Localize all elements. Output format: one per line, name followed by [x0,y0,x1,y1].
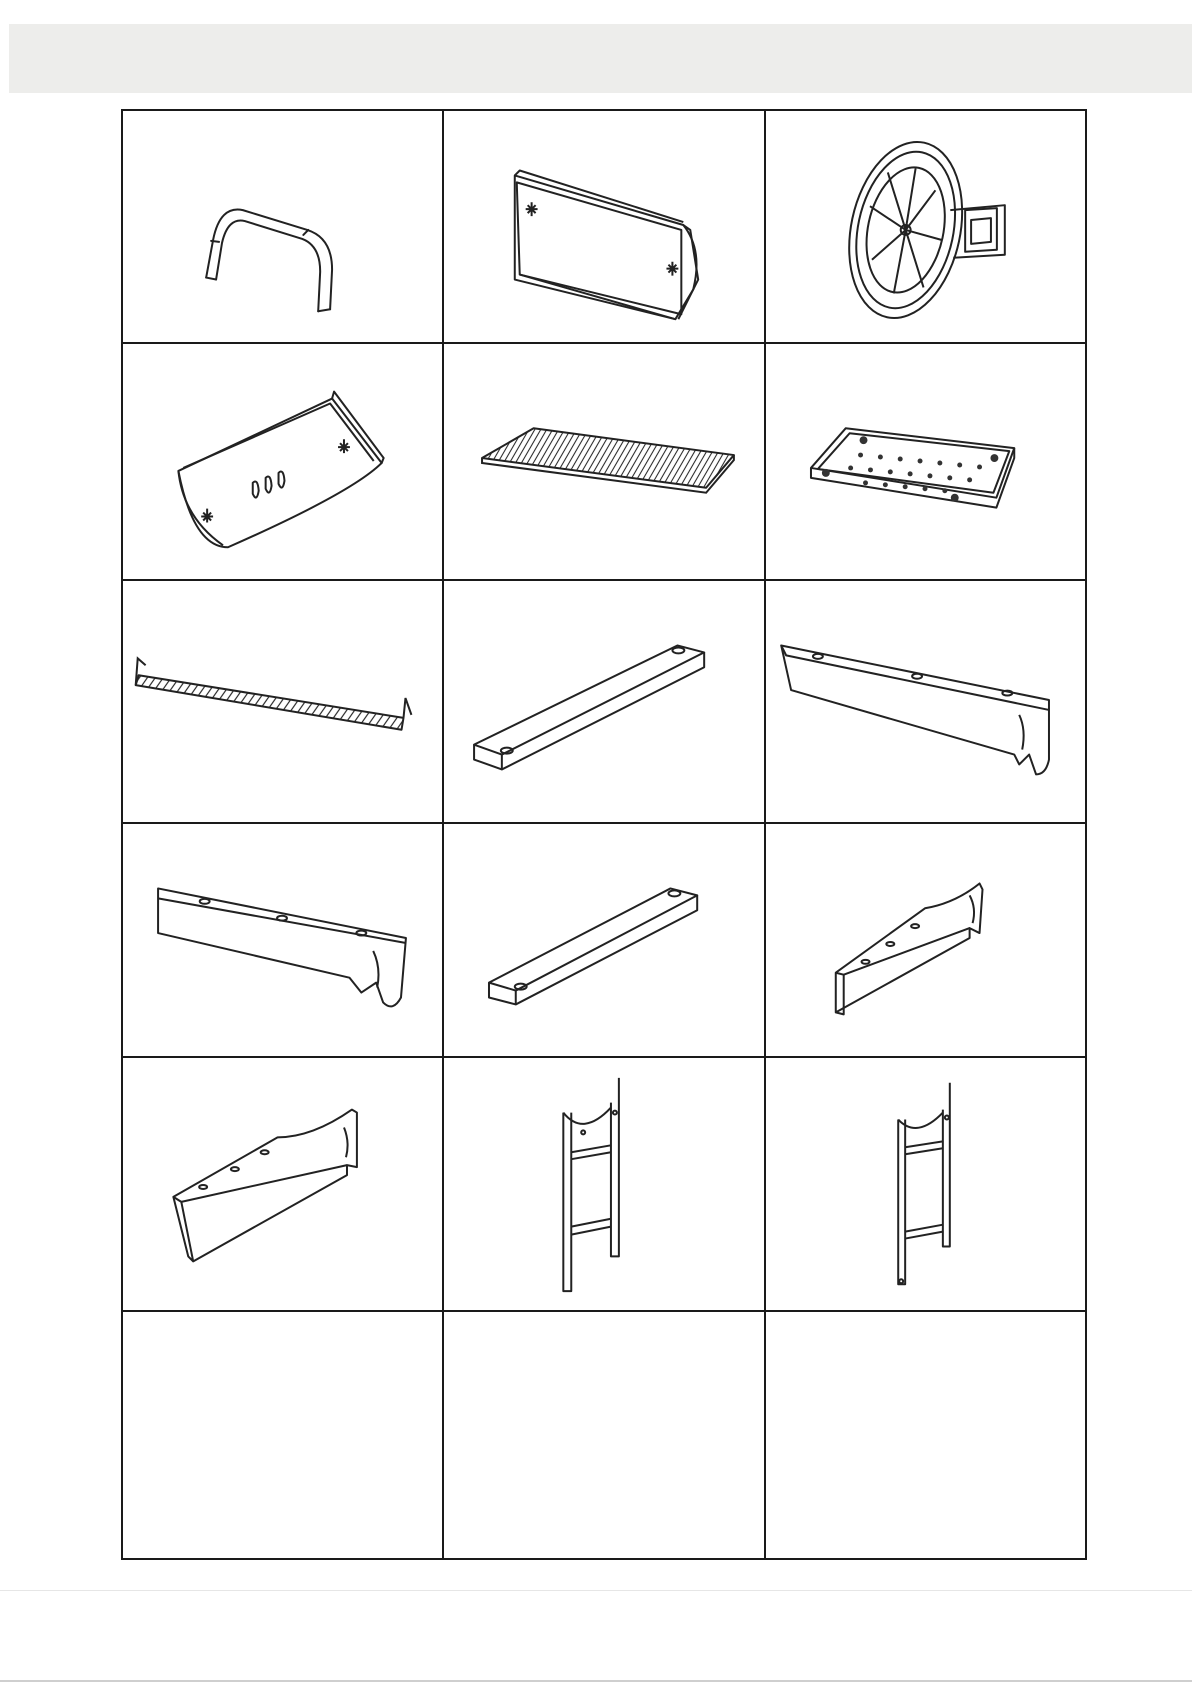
part-cell-lid [442,109,766,344]
part-cell-empty [442,1310,766,1560]
part-cell-damper [764,109,1087,344]
part-cell-grate [442,342,766,581]
part-cell-empty [764,1310,1087,1560]
lid-icon [444,111,764,342]
firebox-bowl-icon [123,344,442,579]
header-band [9,24,1192,93]
footer-band [0,1590,1192,1686]
angle-support-icon [123,1058,442,1310]
part-cell-firebox [121,342,444,581]
damper-wheel-icon [766,111,1085,342]
leg-frame-icon [766,1058,1085,1310]
handle-icon [123,111,442,342]
part-cell-tray [764,342,1087,581]
part-cell-angle [764,822,1087,1058]
footer-rule [0,1680,1192,1682]
part-cell-rack [121,579,444,824]
part-cell-handle [121,109,444,344]
long-bracket-icon [123,824,442,1056]
part-cell-angle-2 [121,1056,444,1312]
part-cell-leg [442,1056,766,1312]
part-cell-empty [121,1310,444,1560]
part-cell-slat [442,579,766,824]
part-cell-bracket-2 [121,822,444,1058]
part-cell-bracket [764,579,1087,824]
cooking-grate-icon [444,344,764,579]
warming-rack-icon [123,581,442,822]
long-bracket-icon [766,581,1085,822]
angle-support-icon [766,824,1085,1056]
parts-grid [122,110,1086,1559]
wood-slat-icon [444,824,764,1056]
part-cell-slat-2 [442,822,766,1058]
wood-slat-icon [444,581,764,822]
perforated-tray-icon [766,344,1085,579]
leg-frame-icon [444,1058,764,1310]
part-cell-leg-2 [764,1056,1087,1312]
